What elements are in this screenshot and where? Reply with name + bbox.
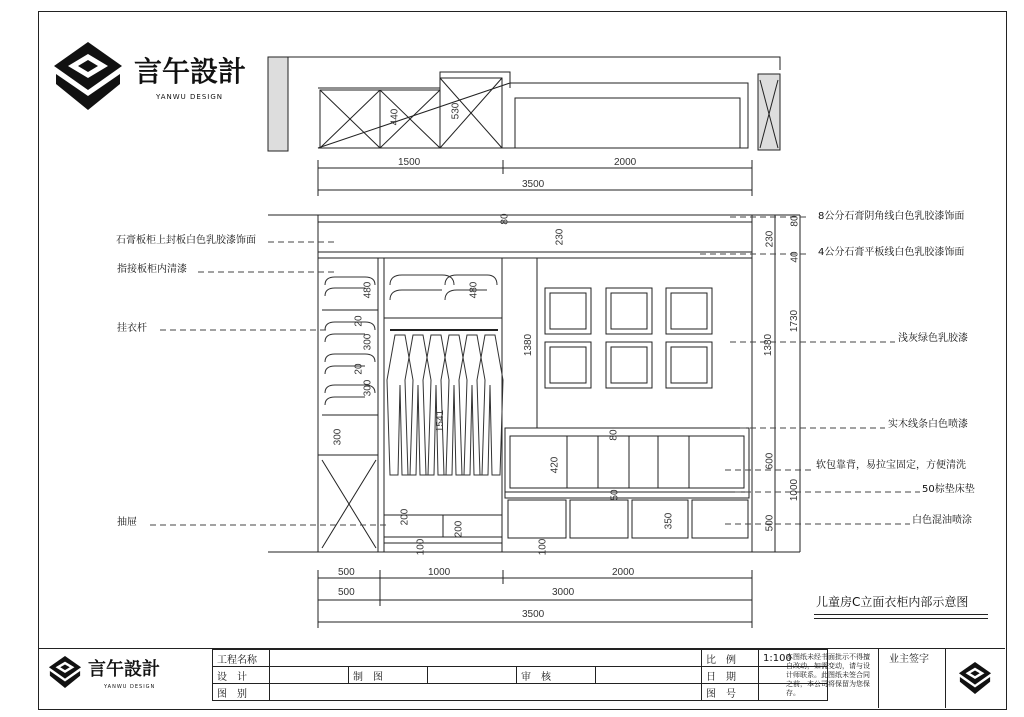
dim-top-230: 230 [554,228,566,246]
draw-value [428,667,517,684]
category-value [270,684,702,701]
plan-dim-1500: 1500 [398,157,421,168]
bdim-1000: 1000 [428,567,451,578]
dim-100a: 100 [415,538,427,556]
design-label: 设 计 [213,667,270,684]
logo-icon [52,40,124,112]
category-label: 图 别 [213,684,270,701]
bdim-2000: 2000 [612,567,635,578]
dim-300c: 300 [332,428,344,446]
project-value [270,650,702,667]
rdim-1000: 1000 [789,478,801,502]
design-value [270,667,349,684]
brand-name: 言午設計 [134,55,247,88]
owner-label: 业主签字 [889,654,929,665]
plan-dim-440: 440 [389,108,401,126]
label-wood-trim: 实木线条白色喷漆 [888,419,968,430]
rdim-1380: 1380 [763,333,775,357]
dim-100b: 100 [537,538,549,556]
dim-20a: 20 [353,315,365,327]
dim-420: 420 [549,456,561,474]
title-underline [814,614,988,619]
label-gypsum-flat-line: 4公分石膏平板线白色乳胶漆饰面 [818,247,965,258]
dim-200b: 200 [453,520,465,538]
label-soft-backrest: 软包靠背，易拉宝固定，方便清洗 [816,460,966,471]
label-finger-joint-board: 指接板柜内清漆 [117,264,187,275]
rdim-40: 40 [789,251,801,263]
title-block [38,648,1005,709]
rdim-500: 500 [764,514,776,532]
label-white-paint: 白色混油喷涂 [912,515,972,526]
rdim-1730: 1730 [789,309,801,333]
bdim-3000: 3000 [552,587,575,598]
dim-20b: 20 [353,363,365,375]
drawing-title: 儿童房C立面衣柜内部示意图 [816,595,969,609]
plan-dim-530: 530 [450,102,462,120]
plan-dim-2000: 2000 [614,157,637,168]
review-value [596,667,702,684]
dim-50: 50 [609,489,621,501]
label-grey-green-paint: 浅灰绿色乳胶漆 [898,333,968,344]
title-block-table [212,649,828,701]
dim-top-80: 80 [499,213,511,225]
number-label: 图 号 [702,684,759,701]
plan-dim-3500: 3500 [522,179,545,190]
logo-icon-small [48,655,82,689]
rdim-80: 80 [789,215,801,227]
dim-300b: 300 [362,379,374,397]
logo-icon-right [958,661,992,695]
dim-480b: 480 [468,281,480,299]
title-note: 本图纸未经书面批示不得擅自改动，如需变动，请与设计师联系。此图纸未签合同之前，本公司将保留为您保存。 [786,653,870,697]
label-drawer: 抽屉 [117,517,137,528]
draw-label: 制 图 [349,667,428,684]
dim-1541: 1541 [435,409,447,433]
rdim-600: 600 [764,452,776,470]
rdim-230: 230 [764,230,776,248]
title-brand-sub: YANWU DESIGN [104,684,156,690]
dim-80: 80 [608,429,620,441]
dim-200a: 200 [399,508,411,526]
scale-label: 比 例 [702,650,759,667]
label-gypsum-corner-line: 8公分石膏阴角线白色乳胶漆饰面 [818,211,965,222]
dim-300a: 300 [362,333,374,351]
label-top-cover-board: 石膏板柜上封板白色乳胶漆饰面 [116,235,256,246]
scale-value: 1:100 [759,650,828,667]
bdim-500b: 500 [338,587,355,598]
project-label: 工程名称 [213,650,270,667]
brand-logo [52,40,252,112]
title-block-logo [48,655,208,703]
review-label: 审 核 [517,667,596,684]
date-label: 日 期 [702,667,759,684]
label-hanging-rod: 挂衣杆 [117,323,147,334]
brand-sub: YANWU DESIGN [156,93,224,101]
label-mattress: 50棕垫床垫 [922,484,975,495]
dim-350: 350 [663,512,675,530]
dim-480a: 480 [362,281,374,299]
owner-box [878,649,946,708]
title-brand-name: 言午設計 [88,659,160,680]
bdim-500a: 500 [338,567,355,578]
dim-1380: 1380 [523,333,535,357]
bdim-3500: 3500 [522,609,545,620]
